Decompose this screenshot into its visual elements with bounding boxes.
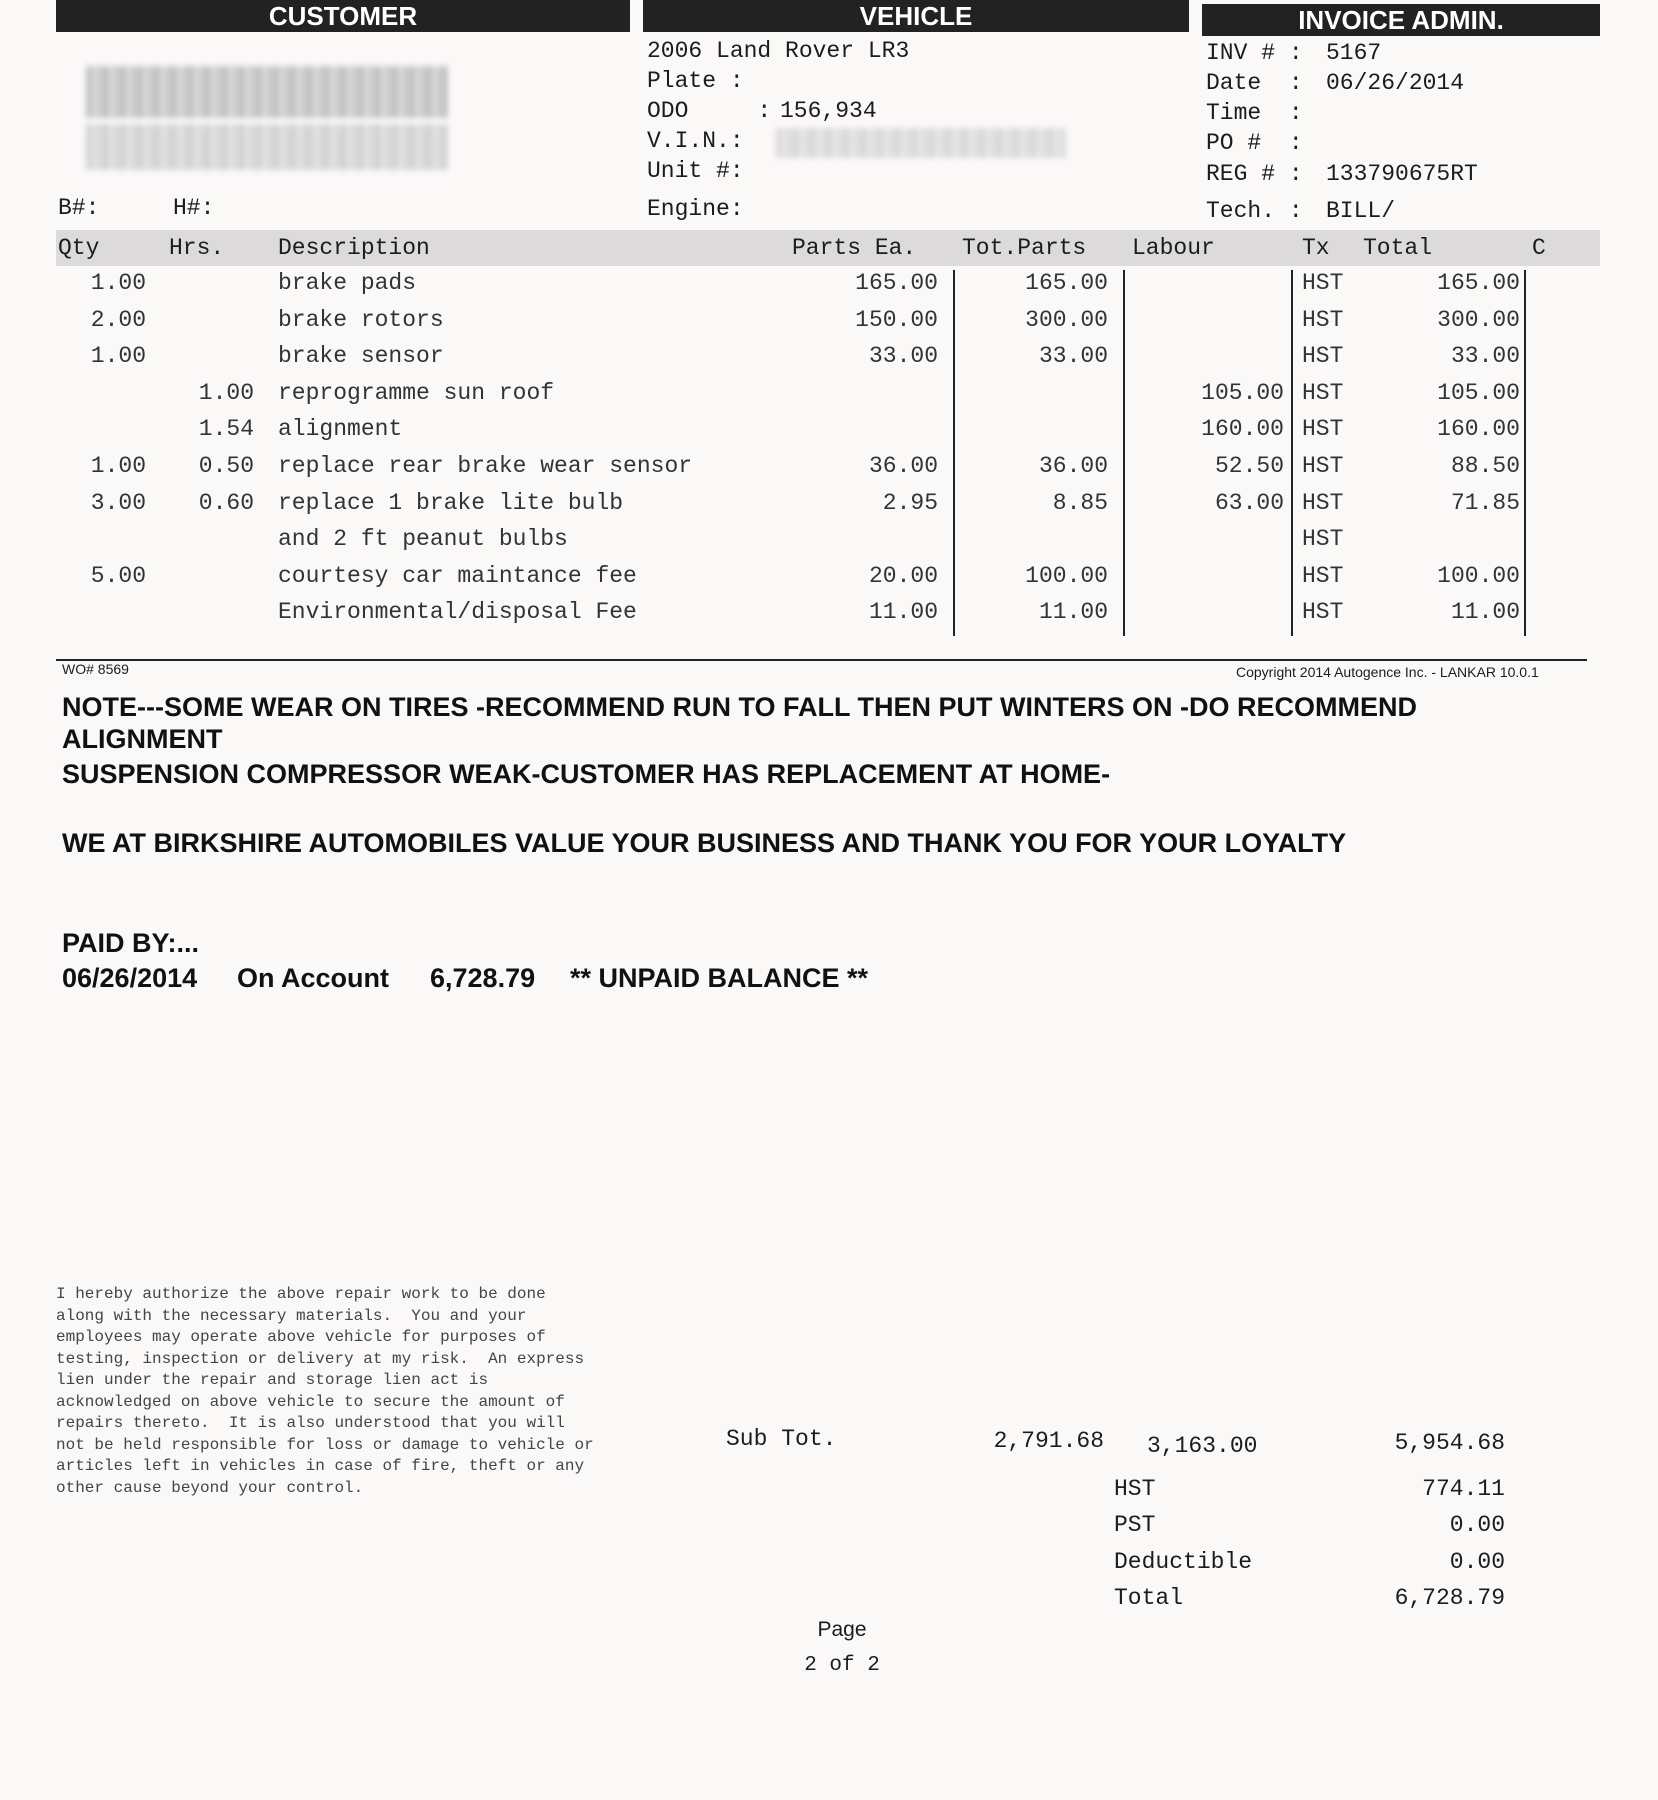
total-parts-cell: 33.00 [1038, 343, 1108, 370]
subtotal-label: Sub Tot. [726, 1426, 837, 1452]
description-cell: and 2 ft peanut bulbs [278, 526, 568, 553]
total-parts-cell: 11.00 [1038, 599, 1108, 626]
total-parts-cell: 300.00 [1025, 306, 1108, 333]
thank-you-message: WE AT BIRKSHIRE AUTOMOBILES VALUE YOUR BUSINESS AND THANK YOU FOR YOUR LOYALTY [62, 828, 1347, 858]
parts-each-cell: 150.00 [855, 306, 938, 333]
line-total-cell: 160.00 [1437, 416, 1520, 443]
deductible-value: 0.00 [1449, 1549, 1505, 1575]
col-labour: Labour [1132, 235, 1215, 261]
line-total-cell: 71.85 [1450, 489, 1520, 516]
line-total-cell: 105.00 [1437, 379, 1520, 406]
note-line-2: ALIGNMENT [62, 724, 223, 754]
tax-cell: HST [1302, 416, 1344, 443]
note-line-3: SUSPENSION COMPRESSOR WEAK-CUSTOMER HAS REPLACEMENT AT HOME- [62, 759, 1111, 789]
subtotal-labour: 3,163.00 [1147, 1433, 1258, 1459]
subtotal-parts: 2,791.68 [993, 1428, 1104, 1454]
col-total-parts: Tot.Parts [962, 235, 1087, 261]
customer-header: CUSTOMER [56, 0, 630, 32]
description-cell: replace 1 brake lite bulb [278, 489, 624, 516]
customer-name-redacted [86, 66, 448, 118]
description-cell: brake pads [278, 270, 417, 296]
engine-label: Engine: [647, 196, 744, 222]
parts-each-cell: 11.00 [868, 599, 938, 626]
description-cell: brake sensor [278, 343, 444, 370]
hrs-cell: 1.00 [198, 379, 254, 406]
vehicle-model: 2006 Land Rover LR3 [647, 38, 910, 64]
home-phone-label: H#: [173, 195, 215, 221]
hst-value: 774.11 [1422, 1476, 1505, 1502]
unpaid-balance-status: ** UNPAID BALANCE ** [570, 963, 869, 993]
parts-each-cell: 36.00 [868, 453, 938, 479]
hrs-cell: 1.54 [198, 416, 254, 443]
invoice-admin-header: INVOICE ADMIN. [1202, 4, 1600, 36]
qty-cell: 3.00 [90, 489, 146, 516]
pst-label: PST [1114, 1512, 1156, 1538]
customer-address-redacted [86, 124, 448, 170]
invoice-date: 06/26/2014 [1326, 70, 1465, 96]
authorization-text: I hereby authorize the above repair work to be done along with the necessary materials. You and your employees may operate above vehicle for purposes of testing, inspection or delivery at my risk. An express lien under the repair and storage lien act is acknowledged on above vehicle to secure the amount of repairs thereto. It is also understood that you will not be held responsible for loss or damage to vehicle or articles left in vehicles in case of fire, theft or any other cause beyond your control. [56, 1285, 594, 1497]
line-total-cell: 11.00 [1450, 599, 1520, 626]
page-label: Page [817, 1618, 867, 1641]
copyright: Copyright 2014 Autogence Inc. - LANKAR 10.0.1 [1236, 664, 1539, 680]
qty-cell: 1.00 [90, 453, 146, 479]
hrs-cell: 0.60 [198, 489, 254, 516]
description-cell: reprogramme sun roof [278, 379, 555, 406]
col-parts-each: Parts Ea. [792, 235, 917, 261]
time-label: Time : [1206, 100, 1303, 126]
plate-label: Plate : [647, 68, 744, 94]
inv-label: INV # : [1206, 40, 1303, 66]
payment-method: On Account [237, 963, 389, 993]
line-total-cell: 165.00 [1437, 270, 1520, 296]
separator-total [1524, 270, 1526, 636]
pst-value: 0.00 [1449, 1512, 1505, 1538]
description-cell: brake rotors [278, 306, 444, 333]
line-total-cell: 33.00 [1450, 343, 1520, 370]
col-qty: Qty [58, 235, 100, 261]
labour-cell: 160.00 [1201, 416, 1284, 443]
tax-cell: HST [1302, 270, 1344, 296]
description-cell: courtesy car maintance fee [278, 562, 637, 589]
note-line-1: NOTE---SOME WEAR ON TIRES -RECOMMEND RUN TO FALL THEN PUT WINTERS ON -DO RECOMMEND [62, 692, 1417, 722]
col-c: C [1532, 235, 1546, 261]
labour-cell: 63.00 [1214, 489, 1284, 516]
vin-redacted [776, 128, 1066, 158]
hrs-cell: 0.50 [198, 453, 254, 479]
separator-tax [1291, 270, 1293, 636]
technician: BILL/ [1326, 198, 1396, 224]
parts-each-cell: 20.00 [868, 562, 938, 589]
labour-cell: 52.50 [1214, 453, 1284, 479]
parts-each-cell: 2.95 [882, 489, 938, 516]
paid-by-label: PAID BY:... [62, 928, 200, 958]
vehicle-header: VEHICLE [643, 0, 1189, 32]
po-label: PO # : [1206, 130, 1303, 156]
line-total-cell: 88.50 [1450, 453, 1520, 479]
tax-cell: HST [1302, 599, 1344, 626]
reg-label: REG # : [1206, 161, 1303, 187]
labour-cell: 105.00 [1201, 379, 1284, 406]
col-hrs: Hrs. [169, 235, 225, 261]
col-tax: Tx [1302, 235, 1330, 261]
grand-total-label: Total [1114, 1585, 1184, 1611]
tax-cell: HST [1302, 562, 1344, 589]
qty-cell: 5.00 [90, 562, 146, 589]
tax-cell: HST [1302, 306, 1344, 333]
parts-each-cell: 33.00 [868, 343, 938, 370]
reg-number: 133790675RT [1326, 161, 1478, 187]
date-label: Date : [1206, 70, 1303, 96]
business-phone-label: B#: [58, 195, 100, 221]
vin-label: V.I.N.: [647, 128, 744, 154]
payment-date: 06/26/2014 [62, 963, 198, 993]
tax-cell: HST [1302, 489, 1344, 516]
tax-cell: HST [1302, 526, 1344, 553]
work-order: WO# 8569 [62, 661, 129, 677]
parts-each-cell: 165.00 [855, 270, 938, 296]
hst-label: HST [1114, 1476, 1156, 1502]
qty-cell: 1.00 [90, 343, 146, 370]
qty-cell: 1.00 [90, 270, 146, 296]
tax-cell: HST [1302, 343, 1344, 370]
tax-cell: HST [1302, 453, 1344, 479]
footer-rule [56, 659, 1587, 661]
qty-cell: 2.00 [90, 306, 146, 333]
description-cell: replace rear brake wear sensor [278, 453, 693, 479]
tech-label: Tech. : [1206, 198, 1303, 224]
col-description: Description [278, 235, 430, 261]
payment-amount: 6,728.79 [430, 963, 536, 993]
separator-labour [1123, 270, 1125, 636]
total-parts-cell: 36.00 [1038, 453, 1108, 479]
unit-label: Unit #: [647, 158, 744, 184]
grand-total-value: 6,728.79 [1394, 1585, 1505, 1611]
inv-number: 5167 [1326, 40, 1382, 66]
odo-value: 156,934 [780, 98, 877, 124]
description-cell: alignment [278, 416, 403, 443]
col-total: Total [1363, 235, 1433, 261]
odo-label: ODO : [647, 98, 772, 124]
total-parts-cell: 8.85 [1052, 489, 1108, 516]
total-parts-cell: 165.00 [1025, 270, 1108, 296]
tax-cell: HST [1302, 379, 1344, 406]
total-parts-cell: 100.00 [1025, 562, 1108, 589]
line-total-cell: 100.00 [1437, 562, 1520, 589]
line-total-cell: 300.00 [1437, 306, 1520, 333]
page-count: 2 of 2 [804, 1654, 880, 1677]
separator-parts [953, 270, 955, 636]
description-cell: Environmental/disposal Fee [278, 599, 637, 626]
deductible-label: Deductible [1114, 1549, 1253, 1575]
subtotal-total: 5,954.68 [1394, 1430, 1505, 1456]
